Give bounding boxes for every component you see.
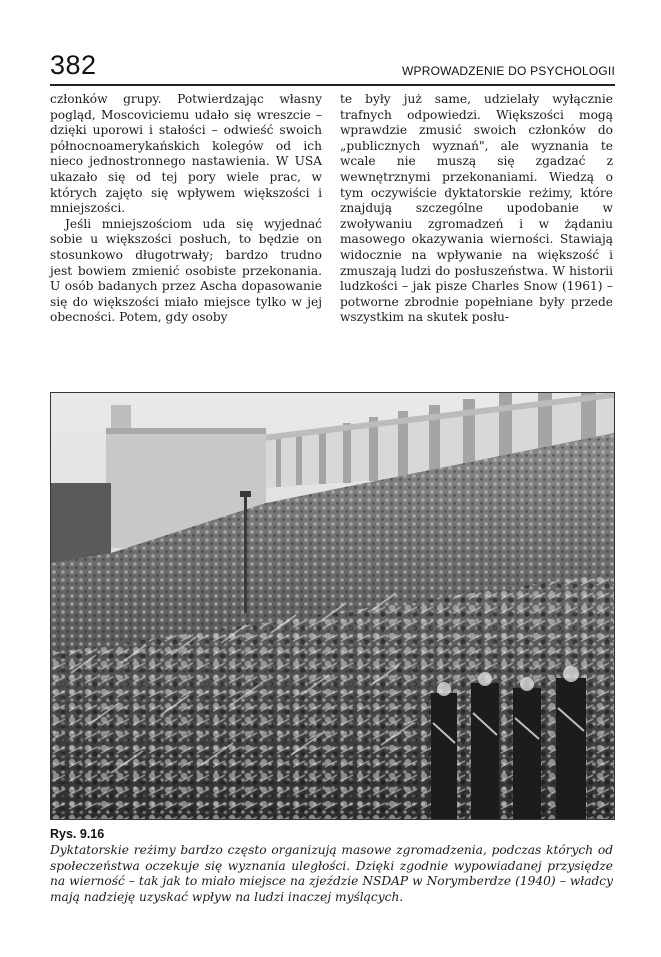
paragraph: członków grupy. Potwierdzając własny pogląd, Moscoviciemu udało się wreszcie – dzięki uporowi i stałości – odwieść swoich północnoamerykańskich kolegów od ich nieco jednostronnego nastawienia. W USA ukazało się od tej pory wiele prac, w których zajęto się wpływem większości i mniejszości.: [50, 92, 322, 216]
paragraph: Jeśli mniejszościom uda się wyjednać sobie u większości posłuch, to będzie on stosunkowo długotrwały; bardzo trudno jest bowiem zmienić osobiste przekonania. U osób badanych przez Ascha dopasowanie się do większości miało miejsce tylko w jej obecności. Potem, gdy osoby: [50, 216, 322, 325]
header-rule: [50, 84, 615, 86]
rally-photo: [50, 392, 615, 820]
figure-label: Rys. 9.16: [50, 827, 105, 841]
running-head: WPROWADZENIE DO PSYCHOLOGII: [402, 64, 615, 78]
right-column: [340, 92, 613, 326]
left-column: [50, 92, 322, 326]
page-number: 382: [50, 50, 97, 80]
paragraph: te były już same, udzielały wyłącznie trafnych odpowiedzi. Większości mogą wprawdzie zmusić swoich członków do „publicznych wyznań", ale wyznania te wcale nie muszą się zgadzać z wewnętrznymi przekonaniami. Wiedzą o tym oczywiście dyktatorskie reżimy, które znajdują szczególne upodobanie w zwoływaniu zgromadzeń i w żądaniu masowego okazywania wierności. Stawiają widocznie na wpływanie na większość i zmuszają ludzi do posłuszeństwa. W historii ludzkości – jak pisze Charles Snow (1961) – potworne zbrodnie popełniane były przede wszystkim na skutek posłu-: [340, 92, 613, 325]
figure-caption: Dyktatorskie reżimy bardzo często organizują masowe zgromadzenia, podczas których od społeczeństwa oczekuje się wyznania uległości. Dzięki zgodnie wypowiadanej przysiędze na wierność – tak jak to miało miejsce na zjeździe NSDAP w Norymberdze (1940) – władcy mają nadzieję uzyskać wpływ na ludzi inaczej myślących.: [50, 843, 613, 904]
